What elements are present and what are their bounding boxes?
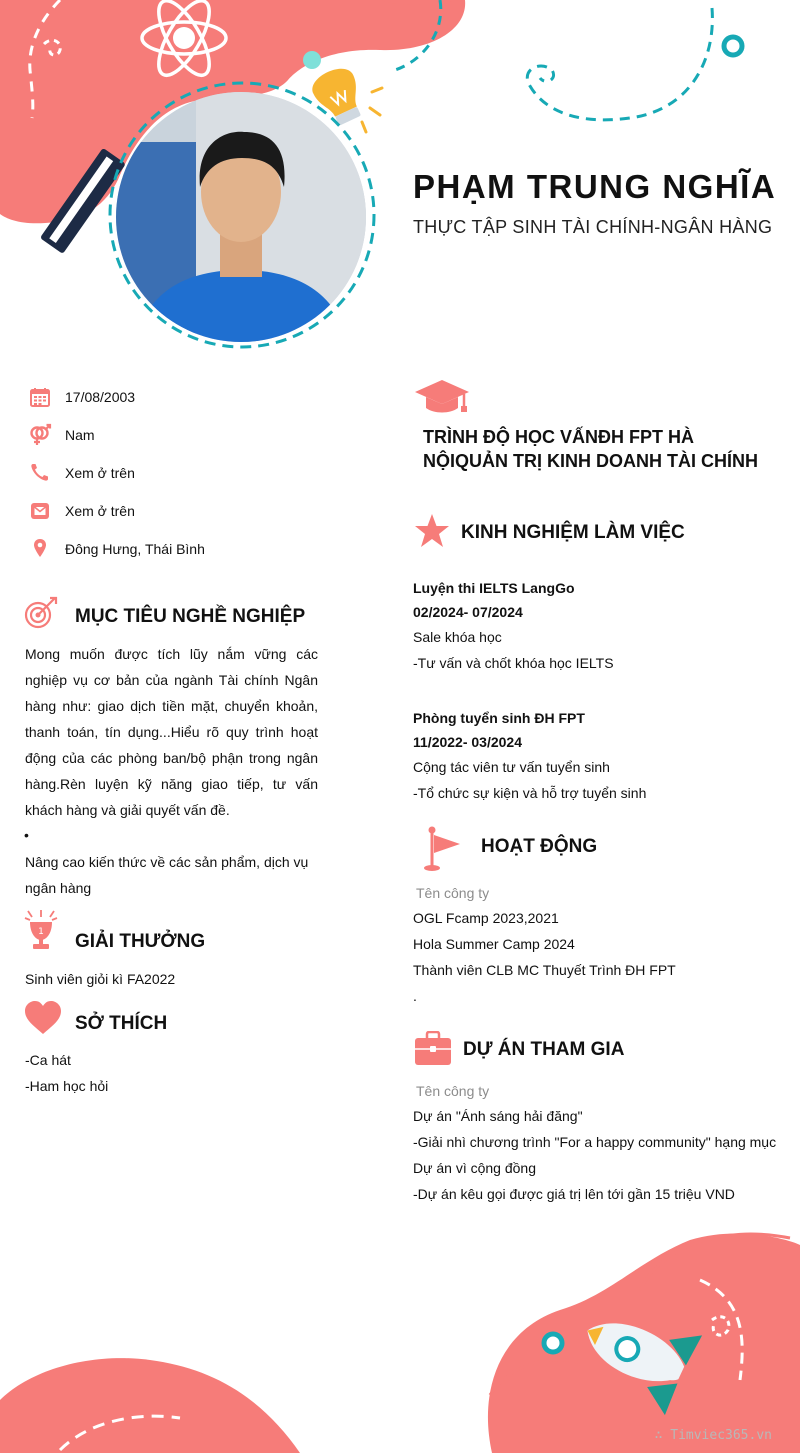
- avatar: [116, 92, 366, 342]
- activities-title: HOẠT ĐỘNG: [481, 836, 598, 857]
- activities-company-placeholder: Tên công ty: [416, 885, 490, 901]
- project-item: -Dự án kêu gọi được giá trị lên tới gần 15 triệu VND: [413, 1186, 735, 1202]
- address-text: Đông Hưng, Thái Bình: [65, 541, 205, 557]
- job-title: THỰC TẬP SINH TÀI CHÍNH-NGÂN HÀNG: [413, 217, 773, 237]
- project-item: -Giải nhì chương trình "For a happy community" hạng mục: [413, 1134, 777, 1150]
- objective-paragraph: Mong muốn được tích lũy nắm vững các nghiệp vụ cơ bản của ngành Tài chính Ngân hàng như: giao dịch tiền mặt, chuyển khoản, thanh toán, tín dụng...Hiểu rõ quy trình hoạt động của các phòng ban/bộ phận trong ngân hàng.Rèn luyện kỹ năng giao tiếp, tư vấn khách hàng và giải quyết vấn đề.: [25, 646, 318, 818]
- activity-item: .: [413, 988, 417, 1004]
- email-text: Xem ở trên: [65, 503, 135, 519]
- phone-icon: [28, 461, 52, 485]
- calendar-icon: [28, 385, 52, 409]
- education-title: TRÌNH ĐỘ HỌC VẤNĐH FPT HÀ NỘIQUẢN TRỊ KINH DOANH TÀI CHÍNH: [423, 427, 758, 471]
- hobby-item: -Ham học hỏi: [25, 1078, 109, 1094]
- job-company: Phòng tuyển sinh ĐH FPT: [413, 710, 585, 726]
- email-icon: [28, 499, 52, 523]
- hobbies-title: SỞ THÍCH: [75, 1013, 168, 1034]
- graduation-cap-icon: [414, 378, 470, 414]
- candidate-name: PHẠM TRUNG NGHĨA: [413, 168, 777, 205]
- job-description: -Tư vấn và chốt khóa học IELTS: [413, 655, 614, 671]
- contact-email: [28, 499, 135, 523]
- awards-title: GIẢI THƯỞNG: [75, 931, 206, 952]
- project-item: Dự án vì cộng đồng: [413, 1160, 537, 1176]
- watermark: ∴ Timviec365.vn: [654, 1428, 772, 1443]
- teal-ring-bottom: [544, 1334, 562, 1352]
- job-period: 11/2022- 03/2024: [413, 734, 522, 750]
- contact-gender: [28, 423, 95, 447]
- award-item: Sinh viên giỏi kì FA2022: [25, 971, 176, 987]
- flag-icon: [424, 826, 462, 872]
- gender-text: Nam: [65, 427, 95, 443]
- job-period: 02/2024- 07/2024: [413, 604, 523, 620]
- trophy-icon: [24, 910, 58, 950]
- objective-paragraph-2: Nâng cao kiến thức về các sản phẩm, dịch vụ ngân hàng: [25, 854, 309, 896]
- svg-text:1: 1: [38, 927, 44, 937]
- star-icon: [414, 514, 450, 548]
- job-description: -Tổ chức sự kiện và hỗ trợ tuyển sinh: [413, 785, 647, 801]
- activity-item: Thành viên CLB MC Thuyết Trình ĐH FPT: [413, 962, 676, 978]
- gender-icon: [28, 423, 52, 447]
- job-role: Cộng tác viên tư vấn tuyển sinh: [413, 759, 610, 775]
- projects-company-placeholder: Tên công ty: [416, 1083, 490, 1099]
- briefcase-icon: [414, 1031, 452, 1067]
- project-item: Dự án "Ánh sáng hải đăng": [413, 1108, 583, 1124]
- phone-text: Xem ở trên: [65, 465, 135, 481]
- bulb-highlight: [303, 51, 321, 69]
- objective-title: MỤC TIÊU NGHỀ NGHIỆP: [75, 606, 306, 627]
- job-role: Sale khóa học: [413, 629, 502, 645]
- top-right-teal-dash: [527, 8, 712, 120]
- contact-address: [28, 537, 205, 561]
- birthday-text: 17/08/2003: [65, 389, 136, 405]
- target-icon: [24, 596, 58, 630]
- location-pin-icon: [28, 537, 52, 561]
- contact-birthday: [28, 385, 135, 409]
- bulb-rays: [362, 88, 382, 132]
- activity-item: Hola Summer Camp 2024: [413, 936, 575, 952]
- contact-phone: [28, 461, 135, 485]
- teal-ring: [724, 37, 742, 55]
- objective-bullet: •: [24, 827, 29, 843]
- activity-item: OGL Fcamp 2023,2021: [413, 910, 559, 926]
- hobby-item: -Ca hát: [25, 1052, 71, 1068]
- bottom-left-pink-blob: [0, 1358, 300, 1453]
- profile-photo: [116, 92, 366, 342]
- projects-title: DỰ ÁN THAM GIA: [463, 1039, 625, 1060]
- experience-title: KINH NGHIỆM LÀM VIỆC: [461, 522, 685, 543]
- job-company: Luyện thi IELTS LangGo: [413, 580, 575, 596]
- heart-icon: [24, 1001, 62, 1035]
